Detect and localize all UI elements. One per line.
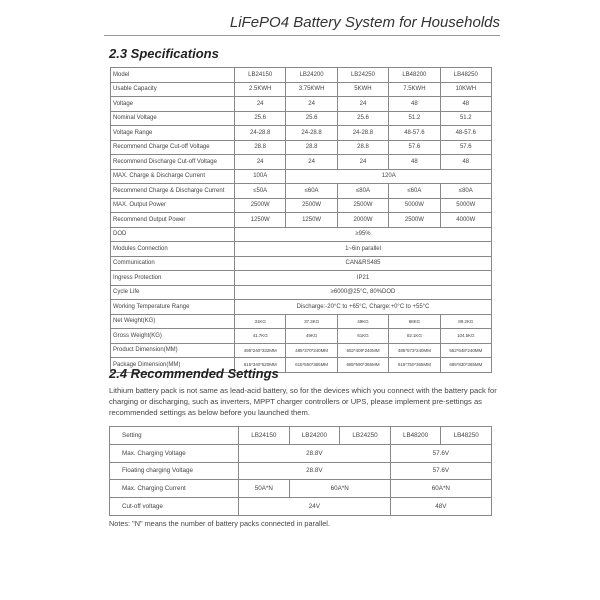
table-row	[111, 213, 492, 228]
value-cell: 28.8V	[239, 444, 391, 462]
value-cell: 24-28.8	[337, 126, 388, 141]
table-row	[111, 242, 492, 257]
value-cell: 24-28.8	[286, 126, 337, 141]
row-label: Communication	[111, 256, 235, 271]
table-row	[111, 343, 492, 358]
model-cell: LB48200	[389, 68, 440, 83]
model-cell: LB24150	[239, 427, 290, 445]
value-cell: 28.8	[337, 140, 388, 155]
row-label: MAX. Output Power	[111, 198, 235, 213]
value-cell: 89.2KG	[440, 314, 491, 329]
value-cell: 5KWH	[337, 82, 388, 97]
value-cell: Discharge:-20°C to +65°C, Charge:+0°C to +55°C	[235, 300, 492, 315]
value-cell: 24V	[239, 498, 391, 516]
value-cell: 5000W	[440, 198, 491, 213]
table-row	[111, 256, 492, 271]
row-label: Package Dimension(MM)	[111, 358, 235, 373]
value-cell: 31KG	[235, 314, 286, 329]
value-cell: 48V	[390, 498, 491, 516]
row-label: Recommend Output Power	[111, 213, 235, 228]
recommended-settings-table	[109, 426, 492, 516]
table-row	[110, 480, 492, 498]
value-cell: 24	[286, 155, 337, 170]
value-cell: 24	[235, 97, 286, 112]
row-label: Nominal Voltage	[111, 111, 235, 126]
value-cell: 28.8V	[239, 462, 391, 480]
table-row	[111, 314, 492, 329]
row-label: Model	[111, 68, 235, 83]
value-cell: 60A*N	[289, 480, 390, 498]
value-cell: 1~6in parallel	[235, 242, 492, 257]
value-cell: ≥95%	[235, 227, 492, 242]
row-label: Usable Capacity	[111, 82, 235, 97]
value-cell: ≤50A	[235, 184, 286, 199]
value-cell: 2000W	[337, 213, 388, 228]
row-label: Ingress Protection	[111, 271, 235, 286]
model-cell: LB48250	[441, 427, 492, 445]
value-cell: 41.7KG	[235, 329, 286, 344]
row-label: MAX. Charge & Discharge Current	[111, 169, 235, 184]
value-cell: 57.6V	[390, 462, 491, 480]
table-row	[111, 169, 492, 184]
value-cell: 1250W	[286, 213, 337, 228]
value-cell: ≤60A	[389, 184, 440, 199]
row-label: Recommend Charge Cut-off Voltage	[111, 140, 235, 155]
value-cell: 552*409*240MM	[337, 343, 388, 358]
row-label: Setting	[110, 427, 239, 445]
model-cell: LB24150	[235, 68, 286, 83]
value-cell: 2500W	[389, 213, 440, 228]
table-row	[110, 444, 492, 462]
value-cell: IP21	[235, 271, 492, 286]
row-label: Floating charging Voltage	[110, 462, 239, 480]
table-row	[110, 427, 492, 445]
value-cell: 120A	[286, 169, 492, 184]
value-cell: 25.6	[286, 111, 337, 126]
value-cell: 2500W	[286, 198, 337, 213]
value-cell: 24-28.8	[235, 126, 286, 141]
table-row	[111, 111, 492, 126]
row-label: Net Weight(KG)	[111, 314, 235, 329]
value-cell: 24	[337, 155, 388, 170]
value-cell: 2500W	[235, 198, 286, 213]
value-cell: 49KG	[286, 329, 337, 344]
value-cell: 615*750*365MM	[389, 358, 440, 373]
value-cell: 685*830*365MM	[440, 358, 491, 373]
value-cell: 48	[440, 155, 491, 170]
row-label: Working Temperature Range	[111, 300, 235, 315]
table-row	[111, 198, 492, 213]
value-cell: 57.6	[440, 140, 491, 155]
value-cell: 615*340*520MM	[235, 358, 286, 373]
table-row	[110, 462, 492, 480]
recommended-settings-intro: Lithium battery pack is not same as lead-acid battery, so for the devices which you connect with the battery pack for charging or discharging, such as inverters, MPPT charger controllers or UPS, please implement pre-settings as recommended settings as below before you launched them.	[109, 386, 497, 417]
table-row	[111, 126, 492, 141]
value-cell: 2500W	[337, 198, 388, 213]
value-cell: ≤80A	[337, 184, 388, 199]
value-cell: 495*240*332MM	[235, 343, 286, 358]
header-divider	[104, 35, 500, 36]
table-row	[110, 498, 492, 516]
value-cell: 48-57.6	[389, 126, 440, 141]
value-cell: CAN&RS485	[235, 256, 492, 271]
table-row	[111, 140, 492, 155]
document-header-title: LiFePO4 Battery System for Households	[229, 14, 500, 31]
value-cell: 7.5KWH	[389, 82, 440, 97]
recommended-settings-heading: 2.4 Recommended Settings	[109, 366, 279, 381]
model-cell: LB24200	[286, 68, 337, 83]
row-label: Voltage	[111, 97, 235, 112]
value-cell: 485*370*240MM	[286, 343, 337, 358]
table-row	[111, 82, 492, 97]
row-label: Gross Weight(KG)	[111, 329, 235, 344]
value-cell: 51.2	[389, 111, 440, 126]
table-row	[111, 97, 492, 112]
notes-text: Notes: "N" means the number of battery packs connected in parallel.	[109, 519, 330, 528]
value-cell: ≥6000@25°C, 80%DOD	[235, 285, 492, 300]
row-label: Cycle Life	[111, 285, 235, 300]
value-cell: 552*648*240MM	[440, 343, 491, 358]
value-cell: 5000W	[389, 198, 440, 213]
model-cell: LB24200	[289, 427, 340, 445]
specifications-table	[110, 67, 492, 373]
value-cell: 104.5KG	[440, 329, 491, 344]
row-label: DOD	[111, 227, 235, 242]
model-cell: LB48200	[390, 427, 441, 445]
value-cell: 57.6V	[390, 444, 491, 462]
value-cell: 49KG	[337, 314, 388, 329]
value-cell: 24	[286, 97, 337, 112]
value-cell: 37.3KG	[286, 314, 337, 329]
model-cell: LB24250	[337, 68, 388, 83]
value-cell: 60A*N	[390, 480, 491, 498]
table-row	[111, 184, 492, 199]
value-cell: 10KWH	[440, 82, 491, 97]
table-row	[111, 227, 492, 242]
value-cell: ≤60A	[286, 184, 337, 199]
specifications-heading: 2.3 Specifications	[109, 46, 219, 61]
table-row	[111, 300, 492, 315]
value-cell: 2.5KWH	[235, 82, 286, 97]
row-label: Recommend Charge & Discharge Current	[111, 184, 235, 199]
value-cell: 57.6	[389, 140, 440, 155]
value-cell: 25.6	[235, 111, 286, 126]
value-cell: 48	[389, 97, 440, 112]
table-row	[111, 68, 492, 83]
row-label: Modules Connection	[111, 242, 235, 257]
value-cell: 28.8	[286, 140, 337, 155]
value-cell: 51.2	[440, 111, 491, 126]
value-cell: 4000W	[440, 213, 491, 228]
value-cell: 485*573*240MM	[389, 343, 440, 358]
value-cell: 82.1KG	[389, 329, 440, 344]
value-cell: 3.75KWH	[286, 82, 337, 97]
value-cell: 100A	[235, 169, 286, 184]
value-cell: 24	[337, 97, 388, 112]
model-cell: LB24250	[340, 427, 391, 445]
row-label: Max. Charging Voltage	[110, 444, 239, 462]
value-cell: 25.6	[337, 111, 388, 126]
table-row	[111, 329, 492, 344]
value-cell: 1250W	[235, 213, 286, 228]
value-cell: 28.8	[235, 140, 286, 155]
value-cell: ≤80A	[440, 184, 491, 199]
row-label: Max. Charging Current	[110, 480, 239, 498]
row-label: Recommend Discharge Cut-off Voltage	[111, 155, 235, 170]
table-row	[111, 285, 492, 300]
value-cell: 61KG	[337, 329, 388, 344]
value-cell: 48	[389, 155, 440, 170]
value-cell: 50A*N	[239, 480, 290, 498]
value-cell: 615*550*365MM	[286, 358, 337, 373]
row-label: Cut-off voltage	[110, 498, 239, 516]
table-row	[111, 155, 492, 170]
value-cell: 24	[235, 155, 286, 170]
table-row	[111, 271, 492, 286]
value-cell: 685*590*365MM	[337, 358, 388, 373]
value-cell: 48-57.6	[440, 126, 491, 141]
model-cell: LB48250	[440, 68, 491, 83]
row-label: Voltage Range	[111, 126, 235, 141]
value-cell: 48	[440, 97, 491, 112]
row-label: Product Dimension(MM)	[111, 343, 235, 358]
value-cell: 68KG	[389, 314, 440, 329]
